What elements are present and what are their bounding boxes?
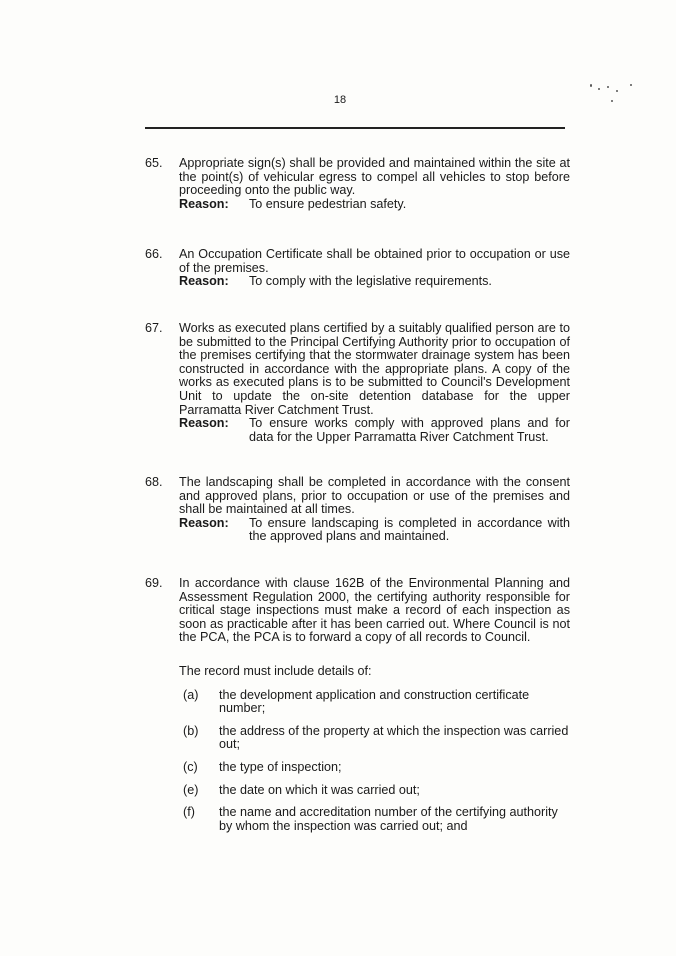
item-text: the type of inspection;	[219, 759, 342, 774]
reason-text: To ensure pedestrian safety.	[249, 196, 407, 211]
clause-text: An Occupation Certificate shall be obtained prior to occupation or use of the premises.	[179, 247, 570, 275]
record-items-list	[179, 689, 570, 834]
clause-text: Appropriate sign(s) shall be provided and maintained within the site at the point(s) of vehicular egress to compel all vehicles to stop before proceeding onto the public way.	[179, 156, 570, 198]
list-item	[179, 725, 570, 752]
reason-text: To comply with the legislative requirements.	[249, 274, 492, 289]
item-label: (e)	[183, 782, 199, 797]
clause-text: In accordance with clause 162B of the Environmental Planning and Assessment Regulation 2000, the certifying authority responsible for critical stage inspections must make a record of each inspection as soon as practicable after it has been carried out. Where Council is not the PCA, the PCA is to forward a copy of all records to Council.	[179, 576, 570, 645]
reason-label: Reason:	[179, 274, 229, 289]
clause-reason	[179, 417, 570, 444]
record-intro: The record must include details of:	[179, 663, 372, 678]
item-text: the date on which it was carried out;	[219, 782, 420, 797]
clause-69	[145, 577, 570, 842]
item-label: (a)	[183, 687, 199, 702]
reason-text: To ensure works comply with approved plans and for data for the Upper Parramatta River Catchment Trust.	[249, 416, 570, 444]
clause-65	[145, 157, 570, 211]
clause-67	[145, 322, 570, 444]
clause-number: 68.	[145, 475, 163, 489]
item-text: the name and accreditation number of the certifying authority by whom the inspection was carried out; and	[219, 805, 558, 833]
clause-reason	[179, 275, 570, 289]
item-text: the development application and construction certificate number;	[219, 687, 530, 716]
list-item	[179, 761, 570, 775]
clause-number: 65.	[145, 156, 163, 170]
item-label: (b)	[183, 723, 199, 738]
item-text: the address of the property at which the inspection was carried out;	[219, 723, 569, 752]
clause-reason	[179, 517, 570, 544]
reason-text: To ensure landscaping is completed in accordance with the approved plans and maintained.	[249, 515, 570, 544]
clause-number: 69.	[145, 576, 163, 590]
clause-text: The landscaping shall be completed in accordance with the consent and approved plans, prior to occupation or use of the premises and shall be maintained at all times.	[179, 475, 570, 517]
list-item	[179, 806, 570, 833]
page-number: 18	[333, 94, 347, 106]
clause-number: 66.	[145, 247, 163, 261]
item-label: (c)	[183, 759, 198, 774]
list-item	[179, 689, 570, 716]
header-rule	[145, 127, 565, 129]
clause-66	[145, 248, 570, 289]
reason-label: Reason:	[179, 515, 229, 530]
clause-text: Works as executed plans certified by a suitably qualified person are to be submitted to the Principal Certifying Authority prior to occupation of the premises certifying that the stormwater drainage system has been constructed in accordance with the appropriate plans. A copy of the works as executed plans is to be submitted to Council's Development Unit to update the on-site detention database for the upper Parramatta River Catchment Trust.	[179, 321, 570, 417]
clause-number: 67.	[145, 321, 163, 335]
reason-label: Reason:	[179, 416, 229, 431]
clause-68	[145, 476, 570, 544]
reason-label: Reason:	[179, 196, 229, 211]
clause-reason	[179, 198, 570, 212]
item-label: (f)	[183, 805, 195, 820]
list-item	[179, 784, 570, 798]
